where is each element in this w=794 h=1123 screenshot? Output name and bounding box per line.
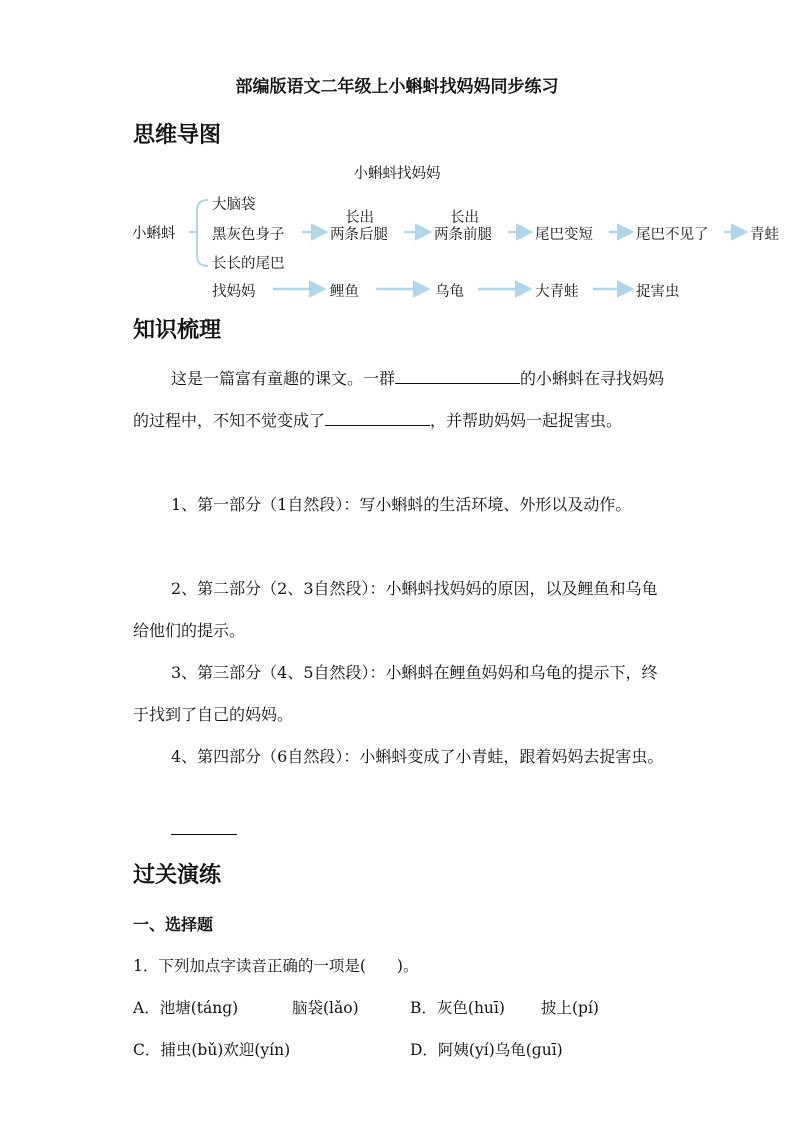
stage-front-legs: 两条前腿 — [434, 227, 492, 243]
chain-find-mom: 找妈妈 — [212, 284, 256, 300]
intro-text-2: 的小蝌蚪在寻找妈妈的过程中，不知不觉变成了 — [133, 369, 665, 430]
mindmap-connectors — [0, 0, 794, 320]
chain-turtle: 乌龟 — [435, 284, 464, 300]
part-4-text: 4、第四部分（6自然段）：小蝌蚪变成了小青蛙，跟着妈妈去捉害虫。 — [171, 747, 664, 766]
part-1-text: 1、第一部分（1自然段）：写小蝌蚪的生活环境、外形以及动作。 — [171, 495, 632, 514]
feature-dark-body: 黑灰色身子 — [212, 227, 285, 243]
practice-heading: 过关演练 — [133, 863, 222, 888]
part-2-text: 2、第二部分（2、3自然段）：小蝌蚪找妈妈的原因，以及鲤鱼和乌龟给他们的提示。 — [133, 579, 658, 640]
page-title: 部编版语文二年级上小蝌蚪找妈妈同步练习 — [235, 77, 559, 97]
part-2 — [133, 568, 673, 652]
option-b[interactable]: B．灰色(huī) — [410, 999, 505, 1017]
mindmap-heading: 思维导图 — [133, 123, 222, 148]
stage-tail-gone: 尾巴不见了 — [636, 227, 709, 243]
section-choice: 一、选择题 — [133, 915, 214, 934]
part-3-text: 3、第三部分（4、5自然段）：小蝌蚪在鲤鱼妈妈和乌龟的提示下，终于找到了自己的妈妈。 — [133, 663, 658, 724]
mindmap-root: 小蝌蚪 — [132, 226, 176, 242]
option-a[interactable]: A．池塘(tánɡ) — [133, 999, 239, 1017]
divider-line — [171, 834, 237, 835]
part-4 — [133, 736, 673, 778]
option-a-second: 脑袋(lǎo) — [292, 999, 359, 1017]
stage-hind-legs: 两条后腿 — [330, 227, 388, 243]
option-c[interactable]: C．捕虫(bǔ)欢迎(yín) — [133, 1041, 291, 1059]
question-1: 1．下列加点字读音正确的一项是( )。 — [133, 957, 419, 975]
part-3 — [133, 652, 673, 736]
knowledge-heading: 知识梳理 — [133, 318, 222, 343]
part-1 — [133, 484, 673, 526]
option-b-second: 披上(pí) — [541, 999, 599, 1017]
chain-carp: 鲤鱼 — [330, 284, 359, 300]
chain-catch-pests: 捉害虫 — [636, 284, 680, 300]
intro-text-3: ，并帮助妈妈一起捉害虫。 — [430, 411, 623, 430]
stage-frog: 青蛙 — [750, 227, 779, 243]
feature-brace — [197, 200, 208, 266]
knowledge-intro — [133, 358, 673, 442]
stage-tail-shorter: 尾巴变短 — [535, 227, 593, 243]
mindmap-center-title: 小蝌蚪找妈妈 — [353, 166, 441, 182]
label-grow-2: 长出 — [450, 210, 479, 226]
feature-long-tail: 长长的尾巴 — [212, 256, 285, 272]
chain-big-frog: 大青蛙 — [535, 284, 579, 300]
feature-big-head: 大脑袋 — [212, 197, 256, 213]
option-d[interactable]: D．阿姨(yí)乌龟(ɡuī) — [410, 1041, 563, 1059]
fill-blank-1[interactable] — [395, 367, 520, 384]
label-grow-1: 长出 — [345, 210, 374, 226]
fill-blank-2[interactable] — [325, 409, 430, 426]
intro-text-1: 这是一篇富有童趣的课文。一群 — [171, 369, 396, 388]
